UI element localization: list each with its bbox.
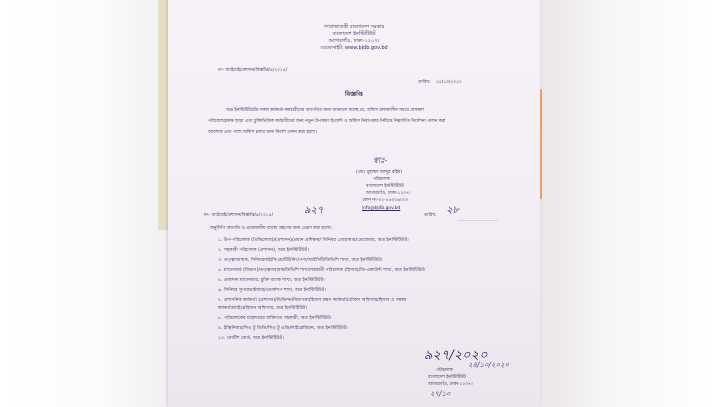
memo-number: নং- বাংইয়েই/প্রশাসন/বিজ্ঞপ্তি/৯/২০১৫/ [218, 68, 288, 73]
memo-date-value: ২৪/১০/২০২০ [436, 80, 462, 85]
signatory-phone: ফোন নং-০২-৫৫০০৬০০০ [362, 198, 409, 203]
list-item: ১০. নোটিশ বোর্ড, অত্র ইনস্টিটিউট। [218, 336, 284, 341]
signatory-address: আগারগাঁও, ঢাকা-১২০৭। [366, 191, 411, 196]
letterhead-line-2: বাংলাদেশ ইনস্টিটিউট [332, 31, 376, 37]
copy-date-handwritten: ২৮ [446, 205, 459, 216]
list-item: ৮. পরিচালকের মহোদয়ের ব্যক্তিগত সহকারী, অত্র ইনস্টিটিউট। [218, 316, 332, 321]
memo-date-label: তারিখ: [418, 80, 431, 85]
handwritten-initials: ২৭/১০ [430, 390, 451, 398]
list-item: ২. সহকারী পরিচালক (প্রশাসন), অত্র ইনস্টিটিউট। [218, 248, 309, 253]
bottom-signatory-office: বাংলাদেশ ইনস্টিটিউট [428, 375, 466, 380]
desk-background-right [532, 0, 712, 407]
bottom-signatory-address: আগারগাঁও, ঢাকা-১২০৭। [428, 382, 473, 387]
body-line-1: অত্র ইনস্টিটিউটের সকল কর্মকর্তা-কর্মচারীদের অবগতির জন্য জানানো যাচ্ছে যে, অফিস চলাকালীন সময়ে যেসকল [226, 108, 424, 113]
signatory-office: বাংলাদেশ ইনস্টিটিউট [366, 184, 404, 189]
body-line-3: আবশ্যক এবং পাশে অফিস চলার জন্য নির্দেশ প্রদান করা হলো। [208, 130, 317, 135]
desk-background-left [0, 0, 170, 407]
signatory-email: info@bjdb.gov.bd [362, 206, 401, 211]
letterhead-line-3: আগারগাঁও, ঢাকা-১২০৭। [328, 38, 380, 44]
date-underline [458, 220, 498, 221]
notice-title: বিজ্ঞপ্তি [345, 91, 363, 98]
letterhead-line-1: গণপ্রজাতন্ত্রী বাংলাদেশ সরকার [323, 24, 385, 30]
signatory-name: (মোঃ মুহাম্মদ আব্দুর রহিম) [356, 170, 403, 175]
list-item: ৩. তত্ত্বাবধায়ক, সিনিয়রমাই/সিএম/টিউনিং/পণ্য/আইসিটি/ডিভিশি শাখা, অত্র ইনস্টিটিউট। [218, 258, 383, 263]
list-item: ৪. ম্যানেজার (বিভাগ)/তত্ত্বাবধায়ক/ডিভিশি শাখা/সহকারী পরিচালক (হিসাব)/ডি-একাউন্ট শাখা, অত্র ইনস্টিটিউট। [218, 268, 426, 273]
list-item: কর্মকর্তা/লাইব্রেরিয়ান অফিসার, অত্র ইনস্টিটিউট। [218, 306, 308, 311]
copy-date-label: তারিখ: [424, 213, 437, 218]
copy-number-prefix: নং- বাংইয়েই/প্রশাসন/বিজ্ঞপ্তি/৯/২০১৫/ [204, 213, 274, 218]
copy-number-handwritten: ৯২৭ [304, 205, 324, 216]
list-item: ৭. প্রশাসনিক কর্মকর্তা (প্রশাসন)/ডিভিশন/নিরাপত্তা/হিসাব রক্ষণ কর্মকর্তা/চৌকস অফিসার/হিসাব ও সমন্বয় [218, 298, 407, 303]
notice-document [168, 0, 540, 407]
letterhead-line-4: ওয়েবসাইট: www.bjdb.gov.bd [320, 45, 388, 51]
list-item: ৫. প্রকাশনা ম্যানেজার, চুক্তি ব্যাংক শাখা, অত্র ইনস্টিটিউট। [218, 278, 325, 283]
list-item: ৬. সিনিয়র সুপারভাইজার/ওয়ার্কশপ শাখা, অত্র ইনস্টিটিউট। [218, 288, 326, 293]
list-item: ৯. ইঞ্জিনিয়ার/সিএ টু ডিডি/সিএ টু এডি/লাইব্রেরিয়ান, অত্র ইনস্টিটিউট। [218, 326, 348, 331]
copy-intro: অনুলিপি অবগতি ও প্রয়োজনীয় ব্যবস্থা গ্রহণের জন্য প্রেরণ করা হলো। [210, 226, 332, 231]
handwritten-signature: ৯২৭/২০২০ [424, 348, 488, 363]
signatory-designation: পরিচালক [373, 177, 390, 182]
bottom-signatory-designation: পরিচালক [436, 368, 453, 373]
list-item: ১. উপ-পরিচালক (প্রিভিলেজ)/(প্রশাসন)/প্রধান প্রশিক্ষক/ সিনিয়র প্রোগ্রামার/প্রোগ্রামার, অত্র ইনস্টিটিউট। [218, 238, 409, 243]
signature-mark: স্বাঃ- [373, 156, 388, 165]
handwritten-signature-date: ২৪/১০/২০২০ [468, 361, 510, 369]
body-line-2: পরিবেশের/কক্ষ ছাড়া এবং চুক্তিভিত্তিক কর্মচারীদের জন্য নতুন উপকরণ ইত্যাদি ও অফিস নিরাপত্তার নিমিত্তে নিম্নবর্ণিত নির্দেশনা পালন করা [208, 119, 446, 124]
